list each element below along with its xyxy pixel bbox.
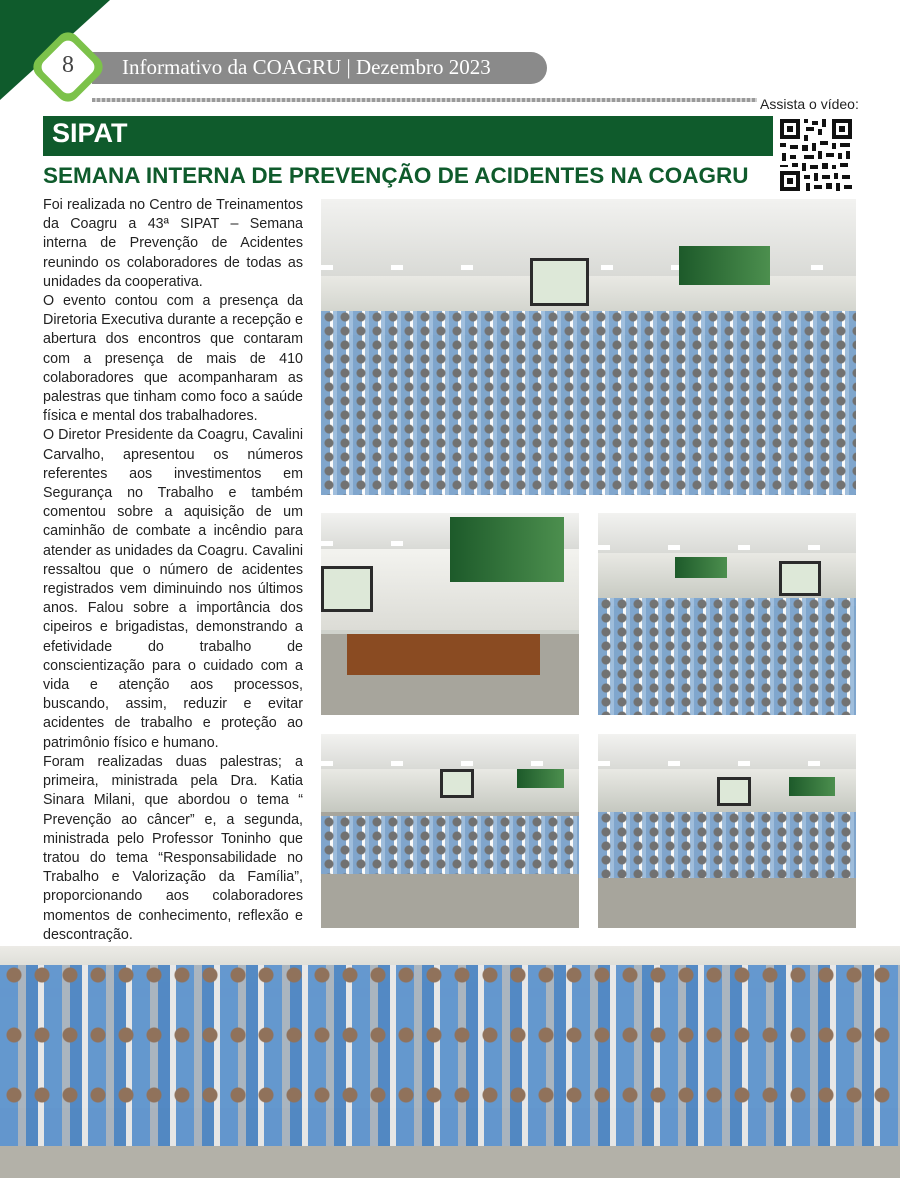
projection-screen (530, 258, 590, 305)
projection-screen (717, 777, 751, 806)
photo-crowd (598, 598, 856, 715)
photo-audience-main (321, 199, 856, 495)
photo-standing-crowd (0, 946, 900, 1178)
article-paragraph: O evento contou com a presença da Diretoria Executiva durante a recepção e abertura dos encontros que contaram com a presença de mais de 410 colaboradores que acompanharam as palestras que tinham como foco a saúde física e mental dos trabalhadores. (43, 293, 303, 425)
newsletter-title: Informativo da COAGRU | Dezembro 2023 (122, 55, 491, 79)
photo-ceiling (598, 513, 856, 553)
article-body (43, 196, 303, 945)
projection-screen (779, 561, 821, 595)
wall-banner (450, 517, 564, 582)
projection-screen (321, 566, 373, 612)
projection-screen (440, 769, 474, 798)
photo-audience-side (598, 513, 856, 715)
photo-crowd (0, 965, 900, 1146)
article-paragraph: Foi realizada no Centro de Treinamentos da Coagru a 43ª SIPAT – Semana interna de Prevenção de Acidentes reunindo os colaboradores de todas as unidades da cooperativa. (43, 197, 303, 290)
section-title: SIPAT (52, 118, 128, 148)
stage-table (347, 634, 541, 674)
qr-code-icon[interactable] (778, 117, 854, 193)
wall-banner (675, 557, 727, 577)
article-paragraph: Foram realizadas duas palestras; a primeira, ministrada pela Dra. Katia Sinara Milani, que abordou o tema “ Prevenção ao câncer” e, a segunda, ministrada pelo Professor Toninho que tratou do tema “Responsabilidade no Trabalho e Valorização da Família”, proporcionando aos colaboradores momentos de conhecimento, reflexão e descontração. (43, 753, 303, 943)
photo-crowd (598, 812, 856, 878)
wall-banner (517, 769, 563, 788)
section-bar (43, 116, 773, 156)
article-headline: SEMANA INTERNA DE PREVENÇÃO DE ACIDENTES NA COAGRU (43, 163, 749, 188)
photo-audience-wide (321, 734, 579, 928)
wall-banner (789, 777, 835, 796)
article-paragraph: O Diretor Presidente da Coagru, Cavalini Carvalho, apresentou os números referentes aos investimentos em Segurança no Trabalho e também comentou sobre a aquisição de um caminhão de combate a incêndio para atender as unidades da Coagru. Cavalini ressaltou que o número de acidentes registrados vem diminuindo nos últimos anos. Falou sobre a importância dos cipeiros e brigadistas, demonstrando a efetividade do trabalho de conscientização para o cuidado com a vida e atenção aos processos, buscando, assim, reduzir e evitar acidentes de trabalho e proteção ao patrimônio físico e humano. (43, 427, 303, 751)
photo-crowd (321, 816, 579, 874)
page-number: 8 (62, 52, 74, 78)
video-label: Assista o vídeo: (760, 96, 859, 112)
photo-crowd (321, 311, 856, 495)
photo-ceiling (321, 734, 579, 769)
photo-audience-wide-2 (598, 734, 856, 928)
photo-stage (321, 513, 579, 715)
photo-ceiling (598, 734, 856, 769)
wall-banner (679, 246, 770, 284)
header-divider (92, 98, 757, 102)
